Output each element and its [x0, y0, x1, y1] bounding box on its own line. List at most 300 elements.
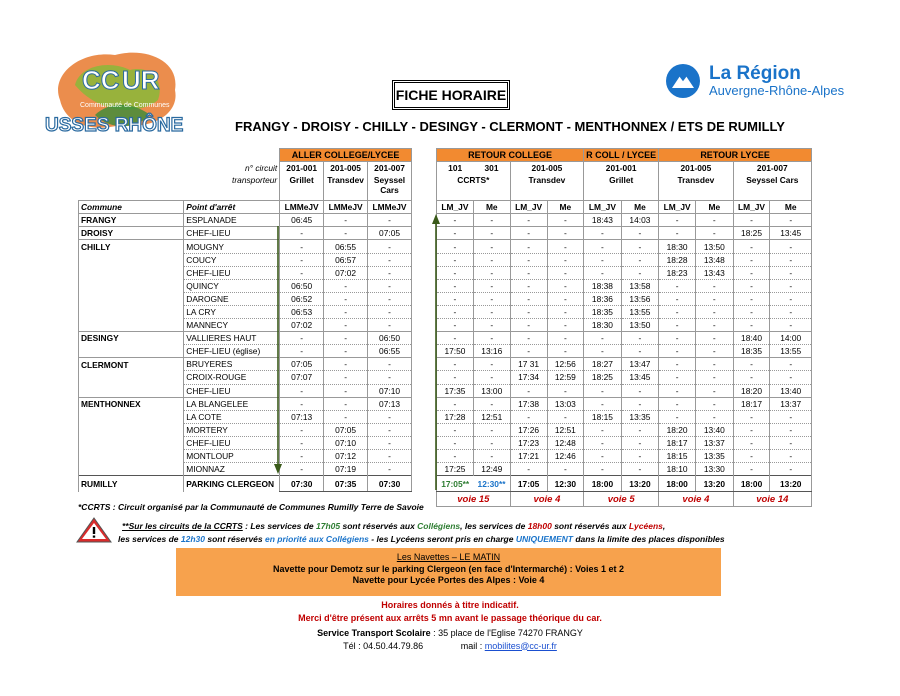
- aller-time: 07:05: [324, 423, 368, 436]
- arret-cell: ESPLANADE: [184, 214, 280, 227]
- aller-time: -: [324, 410, 368, 423]
- aller-time: -: [368, 253, 412, 266]
- retour-time: -: [584, 253, 622, 266]
- retour-time: -: [733, 240, 770, 253]
- transporteur-label: transporteur: [184, 175, 280, 201]
- final-arret: PARKING CLERGEON: [184, 476, 280, 492]
- retour-time: 13:56: [621, 292, 659, 305]
- navette-title: Les Navettes – LE MATIN: [396, 552, 501, 562]
- retour-time: 13:45: [770, 227, 812, 240]
- region-sub: Auvergne-Rhône-Alpes: [709, 82, 845, 98]
- aller-time: 06:52: [280, 292, 324, 305]
- retour-time: -: [510, 463, 547, 476]
- retour-time: -: [584, 240, 622, 253]
- retour-time: -: [770, 240, 812, 253]
- retour-time: -: [437, 332, 474, 345]
- retour-time: -: [770, 371, 812, 384]
- retour-time: -: [437, 319, 474, 332]
- retour-time: -: [696, 214, 734, 227]
- retour-time: -: [770, 292, 812, 305]
- aller-time: 07:07: [280, 371, 324, 384]
- aller-time: -: [368, 410, 412, 423]
- retour-time: 12:48: [547, 436, 584, 449]
- commune-cell: [79, 305, 184, 318]
- retour-time: -: [733, 292, 770, 305]
- retour-circuit: 301: [473, 162, 510, 175]
- arret-cell: MONTLOUP: [184, 449, 280, 462]
- retour-time: -: [437, 240, 474, 253]
- retour-circuit: 201-001: [584, 162, 659, 175]
- aller-row: [79, 436, 412, 449]
- aller-time: -: [368, 436, 412, 449]
- aller-transporteur: Seyssel Cars: [368, 175, 412, 201]
- svg-text:Communauté de Communes: Communauté de Communes: [80, 102, 170, 109]
- retour-time: -: [473, 319, 510, 332]
- aller-row: [79, 266, 412, 279]
- retour-time: -: [473, 227, 510, 240]
- n-circuit-label: n° circuit: [244, 163, 278, 174]
- retour-time: 13:50: [621, 319, 659, 332]
- aller-time: -: [324, 227, 368, 240]
- aller-time: -: [324, 214, 368, 227]
- retour-time: -: [621, 227, 659, 240]
- arret-cell: VALLIERES HAUT: [184, 332, 280, 345]
- arret-cell: COUCY: [184, 253, 280, 266]
- retour-transporteur: CCRTS*: [437, 175, 511, 201]
- aller-time: -: [280, 423, 324, 436]
- retour-time: -: [437, 253, 474, 266]
- commune-cell: [79, 384, 184, 397]
- aller-time: -: [324, 358, 368, 371]
- aller-time: 07:13: [368, 397, 412, 410]
- commune-cell: CHILLY: [79, 240, 184, 253]
- aller-time: 06:50: [280, 279, 324, 292]
- aller-time: 07:12: [324, 449, 368, 462]
- retour-time: -: [770, 410, 812, 423]
- aller-time: 06:53: [280, 305, 324, 318]
- retour-circuit: 201-007: [733, 162, 811, 175]
- aller-row: [79, 358, 412, 371]
- commune-cell: [79, 319, 184, 332]
- retour-time: -: [733, 214, 770, 227]
- retour-time: 18:27: [584, 358, 622, 371]
- arret-cell: LA COTE: [184, 410, 280, 423]
- retour-days: Me: [696, 201, 734, 214]
- retour-time: -: [733, 410, 770, 423]
- region-logo: [665, 58, 865, 103]
- aller-time: -: [280, 436, 324, 449]
- retour-time: 13:37: [696, 436, 734, 449]
- aller-row: [79, 449, 412, 462]
- retour-row: [437, 410, 812, 423]
- retour-time: -: [437, 214, 474, 227]
- commune-header: Commune: [79, 201, 184, 214]
- retour-time: 18:36: [584, 292, 622, 305]
- retour-time: -: [621, 253, 659, 266]
- commune-cell: DROISY: [79, 227, 184, 240]
- arret-cell: MORTERY: [184, 423, 280, 436]
- retour-time: -: [733, 319, 770, 332]
- commune-cell: CLERMONT: [79, 358, 184, 371]
- retour-time: -: [437, 371, 474, 384]
- retour-row: [437, 214, 812, 227]
- retour-time: -: [584, 227, 622, 240]
- retour-time: 18:38: [584, 279, 622, 292]
- retour-time: 12:46: [547, 449, 584, 462]
- aller-time: -: [280, 240, 324, 253]
- voie-label: voie 5: [584, 492, 659, 507]
- retour-time: 17:25: [437, 463, 474, 476]
- aller-row: [79, 305, 412, 318]
- retour-row: [437, 292, 812, 305]
- retour-time: -: [621, 449, 659, 462]
- retour-time: 13:43: [696, 266, 734, 279]
- retour-row: [437, 345, 812, 358]
- retour-circuit: 201-005: [659, 162, 733, 175]
- retour-final-time: 13:20: [621, 476, 659, 492]
- retour-time: -: [473, 266, 510, 279]
- aller-time: -: [368, 305, 412, 318]
- retour-time: -: [510, 253, 547, 266]
- navette-line-1: Navette pour Demotz sur le parking Clergeon (en face d'Intermarché) : Voies 1 et 2: [272, 563, 625, 574]
- retour-transporteur: Transdev: [510, 175, 583, 201]
- retour-circuit: 201-005: [510, 162, 583, 175]
- retour-row: [437, 436, 812, 449]
- commune-cell: [79, 266, 184, 279]
- aller-time: -: [324, 332, 368, 345]
- aller-days: LMMeJV: [368, 201, 412, 214]
- aller-time: -: [368, 266, 412, 279]
- retour-time: -: [659, 305, 696, 318]
- retour-time: -: [584, 384, 622, 397]
- retour-time: -: [770, 266, 812, 279]
- retour-direction-arrow: [431, 212, 441, 492]
- retour-time: 13:47: [621, 358, 659, 371]
- aller-row: [79, 397, 412, 410]
- retour-time: -: [547, 463, 584, 476]
- aller-time: 07:05: [368, 227, 412, 240]
- retour-time: 18:25: [584, 371, 622, 384]
- retour-time: -: [510, 332, 547, 345]
- retour-time: -: [473, 423, 510, 436]
- commune-cell: DESINGY: [79, 332, 184, 345]
- commune-cell: [79, 436, 184, 449]
- retour-time: -: [584, 266, 622, 279]
- aller-time: 07:10: [368, 384, 412, 397]
- retour-time: 12:51: [547, 423, 584, 436]
- aller-days: LMMeJV: [280, 201, 324, 214]
- retour-time: 13:37: [770, 397, 812, 410]
- aller-row: [79, 227, 412, 240]
- retour-time: -: [696, 410, 734, 423]
- retour-time: 13:35: [621, 410, 659, 423]
- aller-final-time: 07:30: [280, 476, 324, 492]
- retour-time: 13:48: [696, 253, 734, 266]
- commune-cell: [79, 279, 184, 292]
- aller-time: -: [368, 358, 412, 371]
- retour-time: -: [547, 266, 584, 279]
- retour-time: -: [770, 436, 812, 449]
- retour-time: -: [473, 240, 510, 253]
- aller-time: -: [368, 449, 412, 462]
- footer-merci: Merci d'être présent aux arrêts 5 mn avant le passage théorique du car.: [298, 612, 602, 623]
- retour-time: -: [547, 227, 584, 240]
- aller-row: [79, 292, 412, 305]
- aller-transporteur: Transdev: [324, 175, 368, 201]
- retour-time: -: [696, 227, 734, 240]
- commune-cell: [79, 449, 184, 462]
- svg-text:USSES RHÔNE: USSES RHÔNE: [45, 115, 184, 136]
- navettes-box: [176, 548, 721, 596]
- retour-time: -: [659, 397, 696, 410]
- retour-time: -: [733, 305, 770, 318]
- retour-time: 18:28: [659, 253, 696, 266]
- retour-time: -: [733, 463, 770, 476]
- commune-cell: FRANGY: [79, 214, 184, 227]
- arret-cell: BRUYERES: [184, 358, 280, 371]
- retour-time: -: [437, 266, 474, 279]
- retour-time: 18:30: [659, 240, 696, 253]
- retour-time: -: [621, 384, 659, 397]
- aller-timetable: [78, 148, 412, 492]
- retour-time: -: [659, 371, 696, 384]
- retour-time: -: [733, 423, 770, 436]
- retour-row: [437, 449, 812, 462]
- voie-label: voie 4: [659, 492, 733, 507]
- retour-time: -: [696, 305, 734, 318]
- retour-time: 18:23: [659, 266, 696, 279]
- retour-time: -: [584, 345, 622, 358]
- arret-cell: MANNECY: [184, 319, 280, 332]
- retour-row: [437, 371, 812, 384]
- retour-days: LM_JV: [733, 201, 770, 214]
- aller-row: [79, 345, 412, 358]
- retour-time: -: [547, 410, 584, 423]
- retour-time: 13:16: [473, 345, 510, 358]
- retour-time: -: [659, 332, 696, 345]
- retour-time: 18:35: [584, 305, 622, 318]
- commune-cell: [79, 253, 184, 266]
- aller-time: -: [324, 384, 368, 397]
- arret-cell: QUINCY: [184, 279, 280, 292]
- retour-row: [437, 227, 812, 240]
- footer: Horaires donnés à titre indicatif. Merci d'être présent aux arrêts 5 mn avant le passage théorique du car. Service Transport Scolaire : 35 place de l'Eglise 74270 FRANGY Tél : 04.50.44.79.86 mail : mobilites@cc-ur.fr: [200, 599, 700, 652]
- aller-time: -: [368, 319, 412, 332]
- retour-time: -: [621, 345, 659, 358]
- arret-cell: CHEF-LIEU: [184, 384, 280, 397]
- retour-time: -: [659, 319, 696, 332]
- retour-time: -: [473, 332, 510, 345]
- retour-row: [437, 240, 812, 253]
- retour-time: -: [659, 279, 696, 292]
- retour-time: -: [547, 319, 584, 332]
- retour-time: -: [547, 345, 584, 358]
- aller-final-time: 07:35: [324, 476, 368, 492]
- retour-final-time: 18:00: [659, 476, 696, 492]
- retour-time: 18:20: [659, 423, 696, 436]
- commune-cell: [79, 292, 184, 305]
- aller-time: -: [368, 240, 412, 253]
- retour-time: -: [621, 266, 659, 279]
- aller-time: -: [368, 371, 412, 384]
- aller-row: [79, 240, 412, 253]
- retour-college-header: RETOUR COLLEGE: [437, 149, 584, 162]
- retour-time: 13:35: [696, 449, 734, 462]
- retour-time: -: [473, 397, 510, 410]
- retour-time: -: [696, 319, 734, 332]
- retour-time: 13:50: [696, 240, 734, 253]
- aller-row: [79, 253, 412, 266]
- retour-days: LM_JV: [584, 201, 622, 214]
- aller-time: -: [324, 371, 368, 384]
- retour-final-time: 18:00: [733, 476, 770, 492]
- retour-time: 18:10: [659, 463, 696, 476]
- retour-time: -: [696, 332, 734, 345]
- retour-time: -: [733, 279, 770, 292]
- retour-time: -: [547, 240, 584, 253]
- retour-row: [437, 319, 812, 332]
- retour-time: -: [659, 358, 696, 371]
- aller-row: [79, 371, 412, 384]
- retour-time: -: [584, 332, 622, 345]
- footer-tel: Tél : 04.50.44.79.86: [343, 640, 424, 651]
- arret-cell: CROIX-ROUGE: [184, 371, 280, 384]
- retour-time: -: [770, 423, 812, 436]
- aller-row: [79, 332, 412, 345]
- retour-time: -: [584, 463, 622, 476]
- aller-time: -: [368, 214, 412, 227]
- aller-row: [79, 463, 412, 476]
- retour-time: 14:00: [770, 332, 812, 345]
- aller-row: [79, 279, 412, 292]
- retour-time: -: [584, 423, 622, 436]
- retour-time: -: [696, 345, 734, 358]
- voie-label: voie 4: [510, 492, 583, 507]
- aller-time: -: [280, 253, 324, 266]
- fiche-horaire-title: FICHE HORAIRE: [392, 80, 510, 110]
- retour-time: -: [473, 214, 510, 227]
- retour-time: 13:58: [621, 279, 659, 292]
- aller-row: [79, 384, 412, 397]
- retour-time: -: [733, 436, 770, 449]
- retour-time: 18:17: [659, 436, 696, 449]
- commune-cell: [79, 410, 184, 423]
- commune-cell: MENTHONNEX: [79, 397, 184, 410]
- aller-time: -: [280, 397, 324, 410]
- aller-time: 07:02: [280, 319, 324, 332]
- retour-transporteur: Seyssel Cars: [733, 175, 811, 201]
- retour-row: [437, 305, 812, 318]
- retour-time: -: [547, 384, 584, 397]
- aller-time: 07:02: [324, 266, 368, 279]
- retour-days: Me: [473, 201, 510, 214]
- retour-final-1705: 17:05**: [437, 476, 474, 492]
- retour-time: -: [510, 227, 547, 240]
- retour-row: [437, 332, 812, 345]
- retour-circuit: 101: [437, 162, 474, 175]
- retour-time: 18:17: [733, 397, 770, 410]
- retour-time: 13:30: [696, 463, 734, 476]
- retour-time: -: [621, 463, 659, 476]
- retour-final-time: 17:05: [510, 476, 547, 492]
- aller-time: 07:10: [324, 436, 368, 449]
- retour-time: 17:28: [437, 410, 474, 423]
- retour-row: [437, 279, 812, 292]
- retour-time: -: [621, 397, 659, 410]
- retour-time: -: [437, 449, 474, 462]
- retour-time: -: [584, 449, 622, 462]
- retour-final-1230: 12:30**: [473, 476, 510, 492]
- retour-time: -: [547, 332, 584, 345]
- retour-time: 17:34: [510, 371, 547, 384]
- aller-transporteur: Grillet: [280, 175, 324, 201]
- retour-time: 13:55: [770, 345, 812, 358]
- retour-time: -: [770, 358, 812, 371]
- mail-link[interactable]: mobilites@cc-ur.fr: [484, 640, 557, 651]
- arret-cell: DAROGNE: [184, 292, 280, 305]
- retour-time: 17 31: [510, 358, 547, 371]
- retour-time: -: [733, 358, 770, 371]
- retour-time: 14:03: [621, 214, 659, 227]
- retour-time: 17:26: [510, 423, 547, 436]
- voie-label: voie 14: [733, 492, 811, 507]
- retour-row: [437, 384, 812, 397]
- retour-time: 18:15: [659, 449, 696, 462]
- aller-time: -: [368, 279, 412, 292]
- retour-final-time: 13:20: [770, 476, 812, 492]
- retour-time: -: [659, 227, 696, 240]
- aller-final-time: 07:30: [368, 476, 412, 492]
- aller-time: -: [324, 279, 368, 292]
- retour-time: -: [510, 305, 547, 318]
- aller-time: -: [280, 345, 324, 358]
- retour-time: -: [473, 292, 510, 305]
- retour-row: [437, 253, 812, 266]
- aller-direction-arrow: [273, 226, 283, 476]
- retour-row: [437, 423, 812, 436]
- aller-row: [79, 423, 412, 436]
- arret-cell: CHEF-LIEU: [184, 436, 280, 449]
- aller-row: [79, 214, 412, 227]
- retour-time: -: [510, 384, 547, 397]
- retour-time: -: [621, 436, 659, 449]
- retour-time: -: [770, 214, 812, 227]
- retour-time: -: [547, 305, 584, 318]
- retour-time: -: [770, 253, 812, 266]
- retour-time: -: [473, 449, 510, 462]
- retour-final-time: 18:00: [584, 476, 622, 492]
- aller-time: -: [324, 397, 368, 410]
- retour-days: LM_JV: [437, 201, 474, 214]
- retour-time: -: [733, 371, 770, 384]
- aller-time: -: [280, 332, 324, 345]
- navette-line-2: Navette pour Lycée Portes des Alpes : Voie 4: [352, 575, 545, 585]
- retour-time: -: [473, 305, 510, 318]
- retour-time: -: [584, 397, 622, 410]
- aller-time: -: [368, 292, 412, 305]
- retour-time: 18:15: [584, 410, 622, 423]
- aller-time: 07:13: [280, 410, 324, 423]
- retour-time: -: [473, 253, 510, 266]
- retour-time: -: [437, 423, 474, 436]
- retour-time: 18:30: [584, 319, 622, 332]
- retour-time: -: [696, 384, 734, 397]
- retour-time: 18:20: [733, 384, 770, 397]
- retour-time: 17:50: [437, 345, 474, 358]
- commune-cell: [79, 423, 184, 436]
- retour-time: -: [659, 214, 696, 227]
- aller-time: 06:50: [368, 332, 412, 345]
